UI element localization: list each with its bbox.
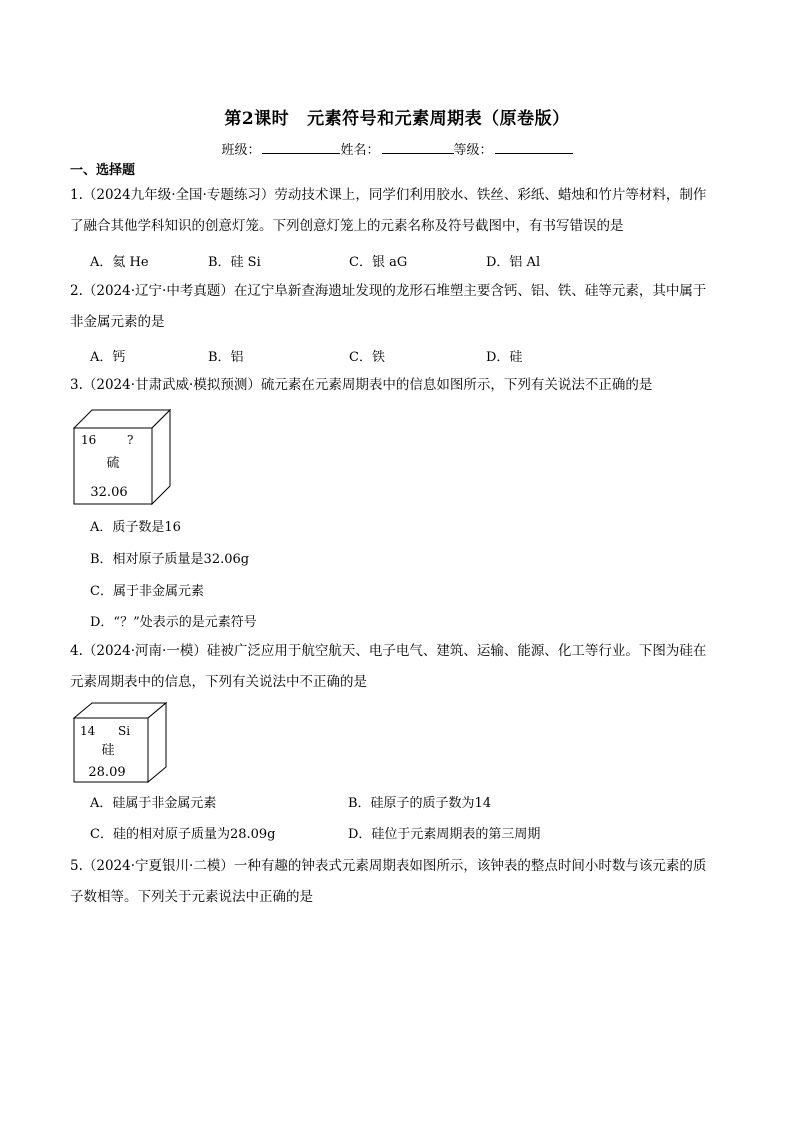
silicon-element-cell bbox=[70, 700, 172, 784]
class-blank[interactable] bbox=[262, 141, 340, 154]
name-label: 姓名： bbox=[340, 143, 380, 158]
question-4 bbox=[70, 636, 730, 698]
question-1 bbox=[70, 180, 730, 242]
option-c[interactable]: C．银 aG bbox=[349, 255, 408, 270]
option-c[interactable]: C．铁 bbox=[349, 350, 385, 365]
question-5-line-1: 5.（2024·宁夏银川·二模）一种有趣的钟表式元素周期表如图所示，该钟表的整点时间小时数与该元素的质 bbox=[70, 858, 707, 874]
question-5-line-2: 子数相等。下列关于元素说法中正确的是 bbox=[70, 889, 313, 905]
class-label: 班级： bbox=[221, 143, 261, 158]
title-lesson: 第2课时 bbox=[224, 109, 290, 129]
atomic-mass: 28.09 bbox=[88, 765, 126, 780]
option-a[interactable]: A．钙 bbox=[90, 350, 126, 365]
sulfur-element-cell bbox=[70, 406, 176, 506]
question-3-option-d[interactable]: D．“？”处表示的是元素符号 bbox=[90, 615, 257, 630]
atomic-number: 14 bbox=[80, 724, 96, 738]
option-c[interactable]: C．硅的相对原子质量为28.09g bbox=[90, 827, 276, 842]
option-d[interactable]: D．铝 Al bbox=[486, 255, 541, 270]
option-b[interactable]: B．铝 bbox=[208, 350, 244, 365]
question-5 bbox=[70, 851, 730, 913]
title-topic: 元素符号和元素周期表（原卷版） bbox=[307, 109, 570, 129]
student-info-line bbox=[0, 139, 794, 158]
option-a[interactable]: A．氦 He bbox=[90, 255, 149, 270]
element-name: 硫 bbox=[106, 456, 120, 471]
question-2-line-1: 2.（2024·辽宁·中考真题）在辽宁阜新查海遗址发现的龙形石堆塑主要含钙、铝、铁、硅等元素，其中属于 bbox=[70, 283, 707, 299]
question-3-option-c[interactable]: C．属于非金属元素 bbox=[90, 584, 204, 599]
page-title bbox=[0, 104, 794, 129]
question-4-line-1: 4.（2024·河南·一模）硅被广泛应用于航空航天、电子电气、建筑、运输、能源、化工等行业。下图为硅在 bbox=[70, 643, 707, 659]
question-3-option-a[interactable]: A．质子数是16 bbox=[90, 520, 181, 535]
name-blank[interactable] bbox=[382, 141, 454, 154]
option-d[interactable]: D．硅位于元素周期表的第三周期 bbox=[348, 827, 541, 842]
question-1-line-2: 了融合其他学科知识的创意灯笼。下列创意灯笼上的元素名称及符号截图中，有书写错误的是 bbox=[70, 218, 624, 234]
option-b[interactable]: B．硅原子的质子数为14 bbox=[348, 796, 492, 811]
element-name: 硅 bbox=[101, 743, 115, 758]
atomic-number: 16 bbox=[81, 433, 97, 447]
question-2-line-2: 非金属元素的是 bbox=[70, 314, 165, 330]
question-3-line-1: 3.（2024·甘肃武威·模拟预测）硫元素在元素周期表中的信息如图所示，下列有关说法不正确的是 bbox=[70, 377, 653, 393]
atomic-mass: 32.06 bbox=[90, 485, 128, 500]
grade-label: 等级： bbox=[453, 143, 493, 158]
element-symbol: Si bbox=[118, 724, 131, 738]
question-4-line-2: 元素周期表中的信息，下列有关说法中不正确的是 bbox=[70, 674, 367, 690]
question-3-option-b[interactable]: B．相对原子质量是32.06g bbox=[90, 552, 250, 567]
option-b[interactable]: B．硅 Si bbox=[208, 255, 261, 270]
question-3 bbox=[70, 370, 730, 401]
option-d[interactable]: D．硅 bbox=[486, 350, 523, 365]
option-a[interactable]: A．硅属于非金属元素 bbox=[90, 796, 217, 811]
question-1-line-1: 1.（2024九年级·全国·专题练习）劳动技术课上，同学们利用胶水、铁丝、彩纸、蜡烛和竹片等材料，制作 bbox=[70, 187, 707, 203]
grade-blank[interactable] bbox=[495, 141, 573, 154]
question-2 bbox=[70, 276, 730, 338]
section-heading: 一、选择题 bbox=[70, 163, 136, 178]
element-symbol: ? bbox=[127, 433, 134, 447]
